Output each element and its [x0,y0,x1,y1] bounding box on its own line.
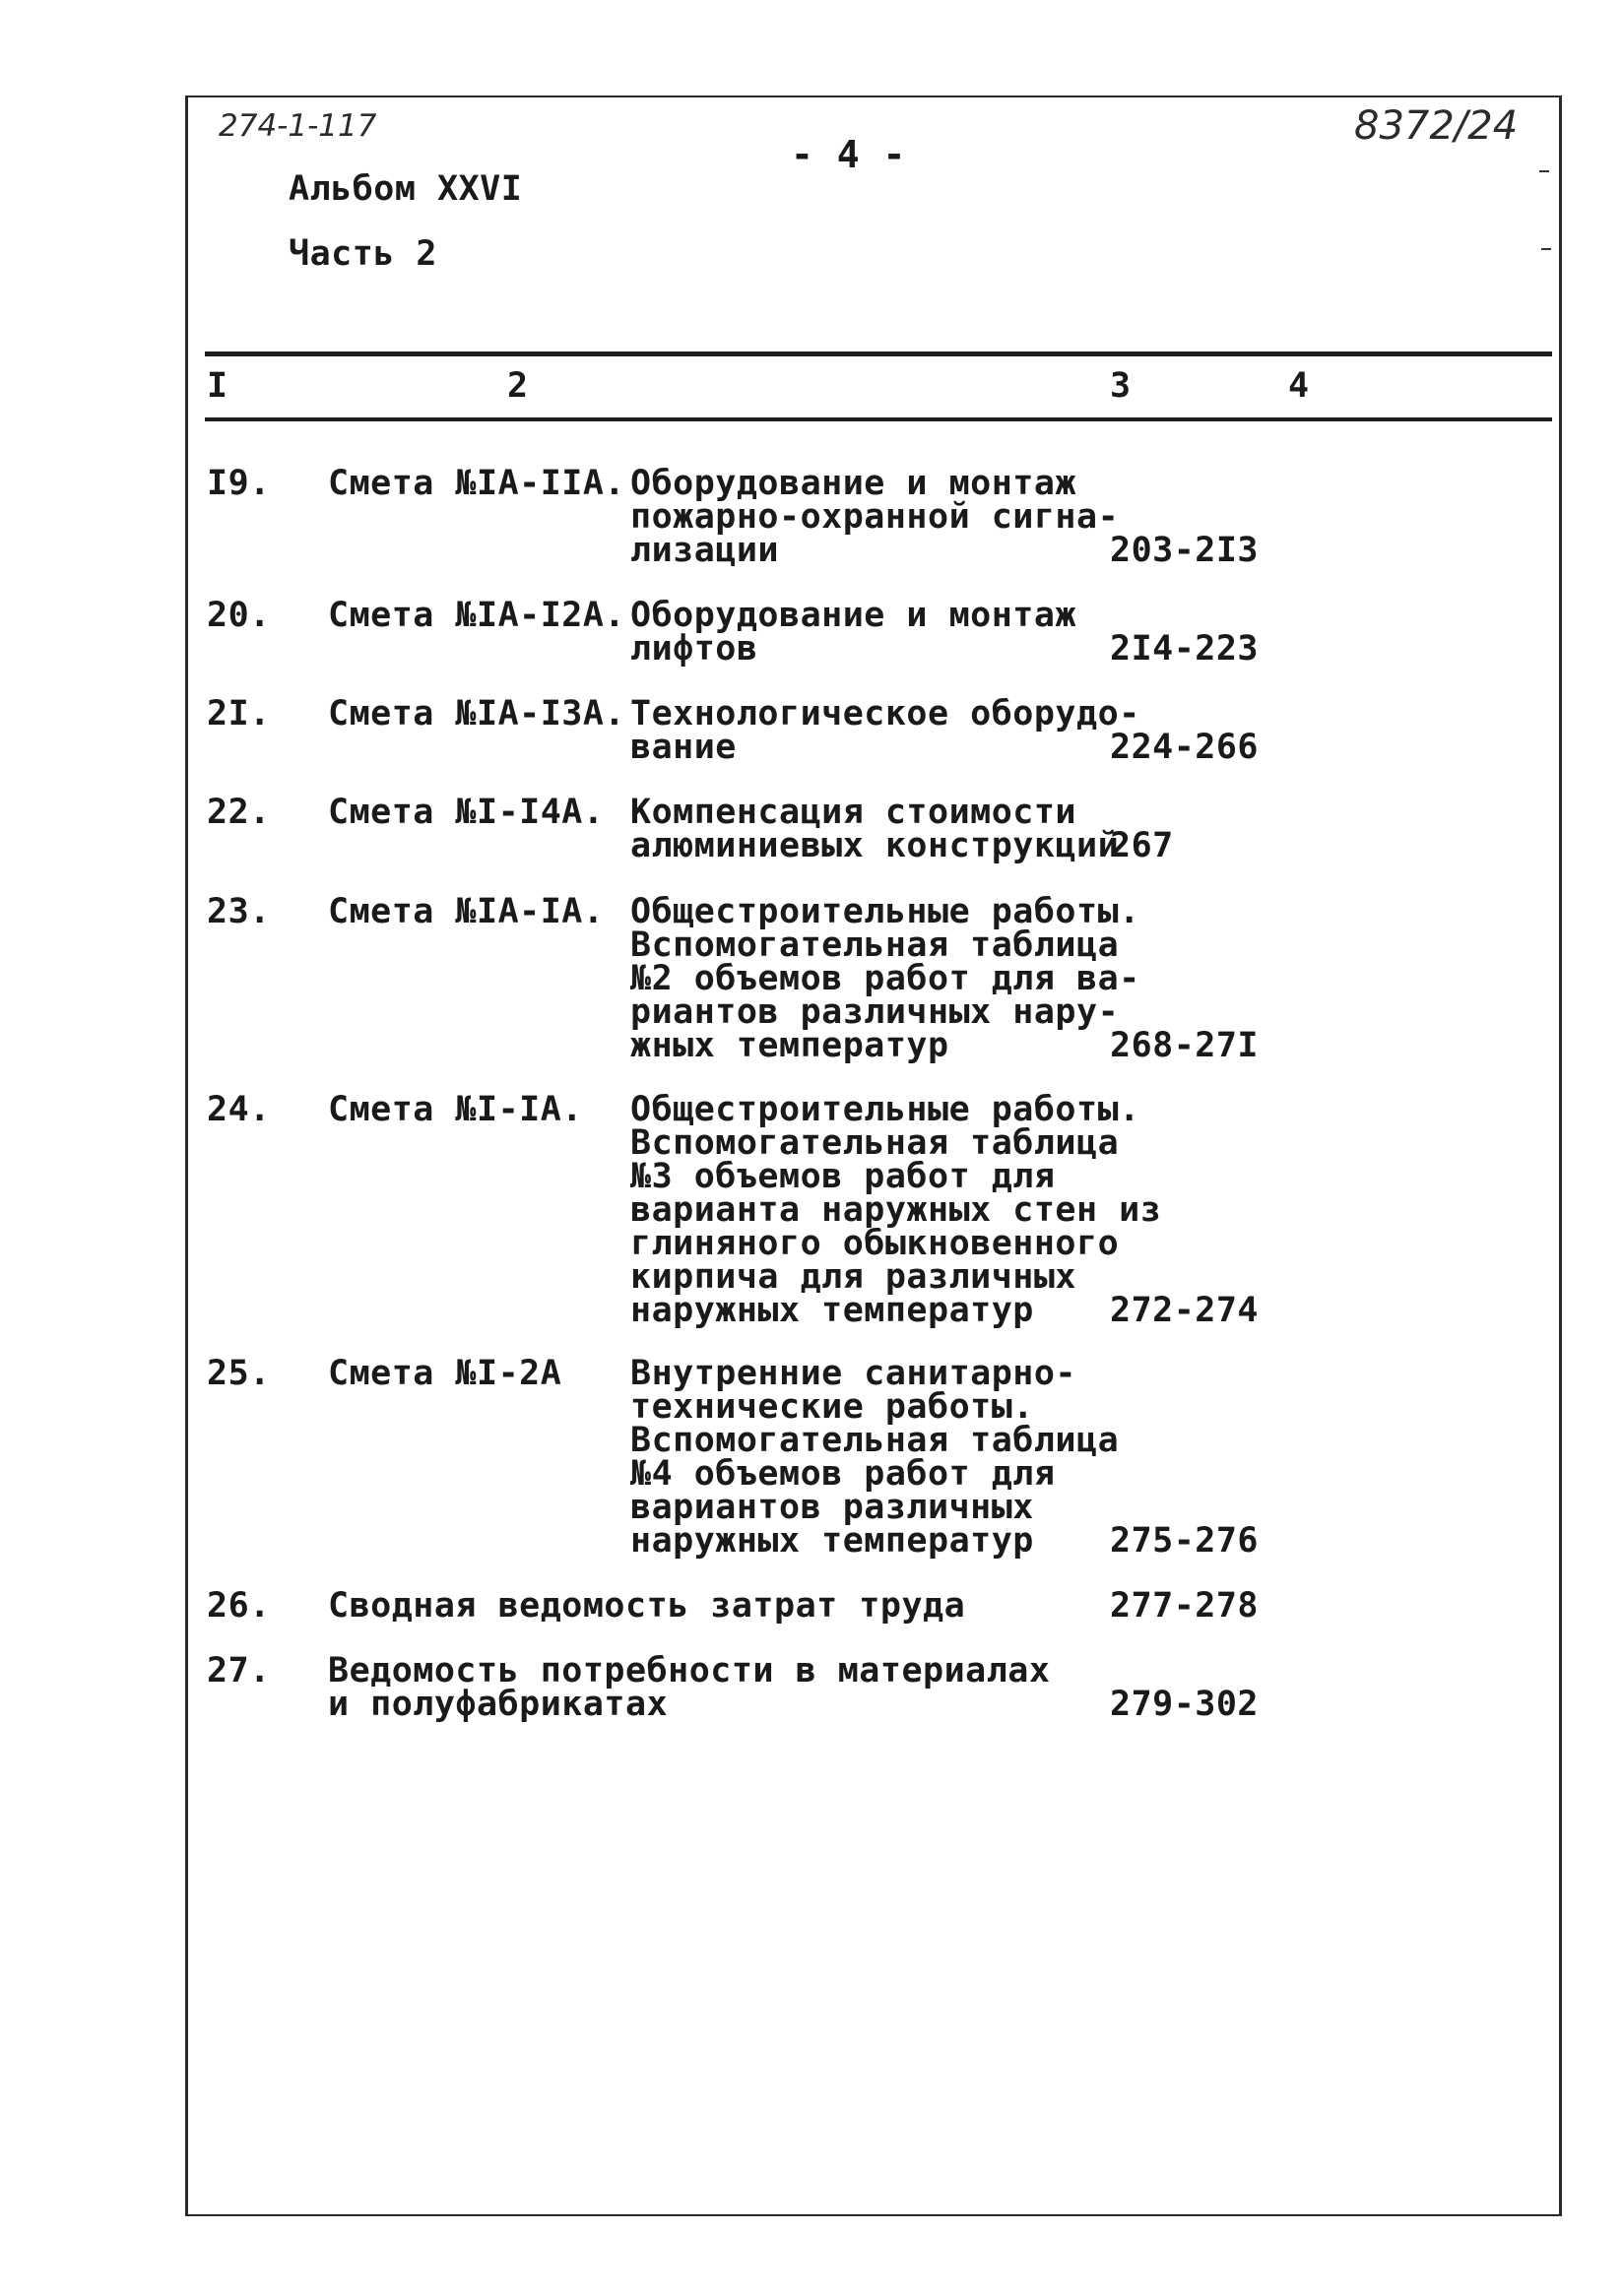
item-pages: 224-266 [1110,728,1260,767]
scan-mark [1541,248,1551,250]
album-title: Альбом XXVI [289,169,523,209]
item-pages: 275-276 [1110,1521,1260,1561]
doc-code: 274-1-117 [219,108,377,144]
part-title: Часть 2 [289,234,438,274]
item-number: 27. [207,1651,271,1690]
item-title: Сводная ведомость затрат труда [328,1586,966,1626]
item-code: Смета №I-IA. [328,1090,583,1129]
item-code: Смета №IA-IIA. [328,464,626,503]
column-header-1: I [207,366,228,406]
item-code: Смета №IA-IA. [328,892,605,931]
item-description: Компенсация стоимости алюминиевых конструкций [630,793,1120,865]
inventory-number: 8372/24 [1354,103,1519,149]
item-number: 2I. [207,694,271,733]
item-pages: 203-2I3 [1110,531,1260,570]
item-code: Смета №I-I4A. [328,793,605,832]
item-number: 26. [207,1586,271,1626]
item-description: Оборудование и монтаж пожарно-охранной сигна- лизации [630,464,1120,570]
item-number: 23. [207,892,271,931]
item-description: Общестроительные работы. Вспомогательная таблица №2 объемов работ для ва- риантов различных нару- жных температур [630,892,1140,1065]
column-header-4: 4 [1288,366,1310,406]
item-description: Оборудование и монтаж лифтов [630,596,1077,669]
item-pages: 272-274 [1110,1291,1260,1330]
item-pages: 268-27I [1110,1026,1260,1065]
header-rule-top [205,351,1552,356]
item-number: 24. [207,1090,271,1129]
item-number: 25. [207,1354,271,1393]
header-rule-bottom [205,417,1552,421]
item-code: Смета №IA-I2A. [328,596,626,635]
item-pages: 277-278 [1110,1586,1260,1626]
scan-mark [1539,170,1549,172]
item-pages: 267 [1110,826,1174,865]
item-description: Технологическое оборудо- вание [630,694,1140,767]
item-number: 20. [207,596,271,635]
item-number: I9. [207,464,271,503]
item-number: 22. [207,793,271,832]
item-pages: 2I4-223 [1110,629,1260,669]
item-pages: 279-302 [1110,1685,1260,1724]
column-header-3: 3 [1110,366,1132,406]
page-number: - 4 - [791,133,906,176]
item-title: Ведомость потребности в материалах и полуфабрикатах [328,1651,1051,1724]
column-header-2: 2 [507,366,529,406]
item-code: Смета №IA-I3A. [328,694,626,733]
item-description: Общестроительные работы. Вспомогательная таблица №3 объемов работ для варианта наружных стен из глиняного обыкновенного кирпича для различных наружных температур [630,1090,1162,1330]
item-description: Внутренние санитарно- технические работы. Вспомогательная таблица №4 объемов работ для вариантов различных наружных температур [630,1354,1120,1561]
item-code: Смета №I-2A [328,1354,562,1393]
